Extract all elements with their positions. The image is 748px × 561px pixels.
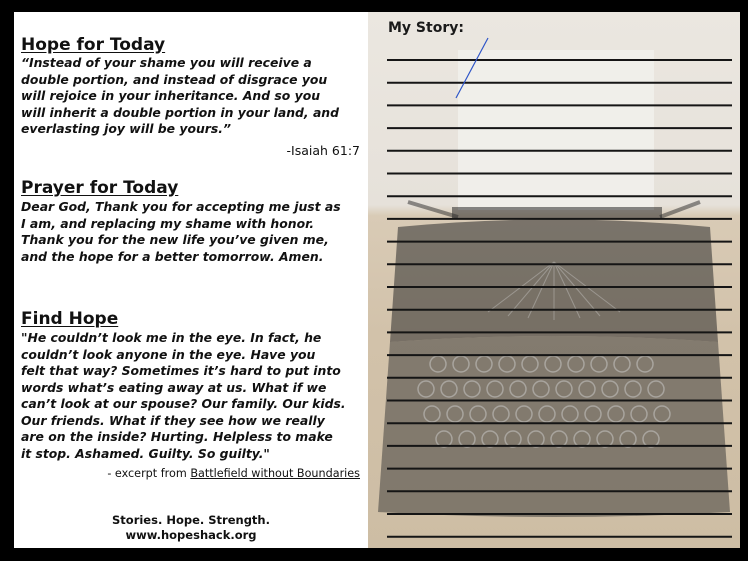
devotional-panel [14, 12, 368, 548]
hope-quote-line: double portion, and instead of disgrace you [21, 71, 328, 87]
prayer-line: Dear God, Thank you for accepting me just as [21, 199, 341, 214]
excerpt-prefix: - excerpt from [107, 467, 191, 480]
footer-website: www.hopeshack.org [125, 528, 257, 542]
find-hope-line: couldn’t look anyone in the eye. Have you [21, 346, 316, 362]
hope-quote-line: will inherit a double portion in your land, and [21, 104, 339, 120]
hope-quote-line: everlasting joy will be yours.” [21, 121, 231, 136]
find-hope-line: Our friends. What if they see how we really [21, 412, 325, 428]
find-hope-heading: Find Hope [21, 309, 119, 329]
footer-tagline: Stories. Hope. Strength. [112, 513, 270, 527]
find-hope-line: words what’s eating away at us. What if we [21, 379, 327, 395]
hope-heading: Hope for Today [21, 35, 166, 55]
my-story-title: My Story: [388, 20, 464, 36]
hope-quote [21, 55, 366, 138]
find-hope-line: "He couldn’t look me in the eye. In fact, he [21, 330, 322, 345]
find-hope-line: are on the inside? Hurting. Helpless to make [21, 429, 333, 444]
prayer-line: and the hope for a better tomorrow. Amen. [21, 248, 324, 264]
find-hope-line: it stop. Ashamed. Guilty. So guilty." [21, 445, 270, 461]
my-story-panel [368, 12, 740, 548]
prayer-line: I am, and replacing my shame with honor. [21, 215, 315, 231]
prayer-text [21, 199, 366, 265]
find-hope-line: felt that way? Sometimes it’s hard to put into [21, 363, 341, 378]
hope-quote-line: will rejoice in your inheritance. And so you [21, 88, 321, 103]
prayer-heading: Prayer for Today [21, 178, 179, 198]
hope-quote-line: “Instead of your shame you will receive a [21, 55, 312, 70]
find-hope-line: can’t look at our spouse? Our family. Our kids. [21, 396, 346, 411]
prayer-line: Thank you for the new life you’ve given me, [21, 232, 329, 247]
book-title: Battlefield without Boundaries [190, 467, 360, 480]
find-hope-text [21, 330, 366, 462]
excerpt-credit [107, 467, 360, 481]
writing-lines [368, 12, 740, 548]
pen-stroke-mark [456, 38, 488, 98]
scripture-citation: -Isaiah 61:7 [286, 143, 360, 158]
